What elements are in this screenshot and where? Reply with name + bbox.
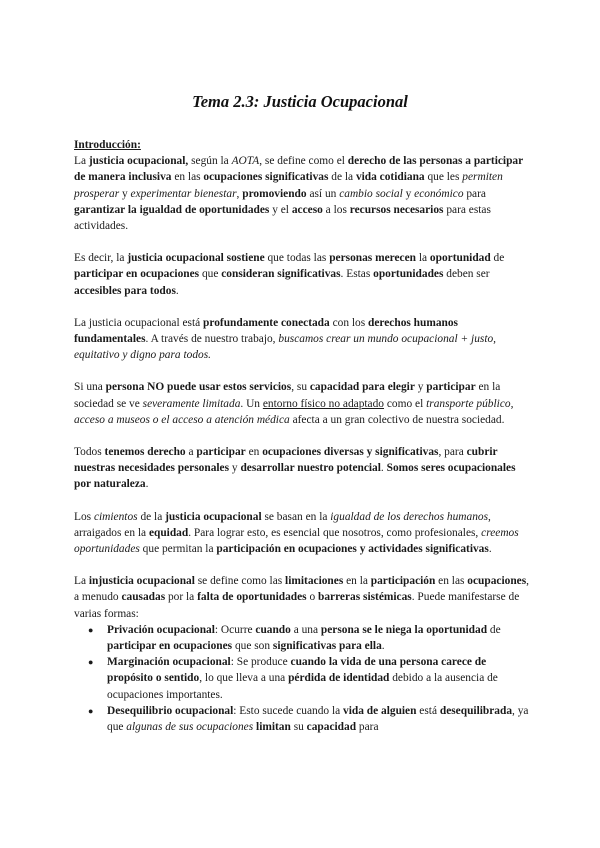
paragraph-derecho-participar: Todos tenemos derecho a participar en ocupaciones diversas y significativas, para cubrir nuestras necesidades personales y desarrollar nuestro potencial. Somos seres ocupacionales por naturaleza. [74,446,516,491]
paragraph-injusticia: La injusticia ocupacional se define como las limitaciones en la participación en las ocupaciones, a menudo causadas por la falta de oportunidades o barreras sistémicas. Puede manifestarse de varias formas: [74,575,529,620]
list-item-privacion: ● Privación ocupacional: Ocurre cuando a una persona se le niega la oportunidad de participar en ocupaciones que son significativas para ella. [88,623,501,653]
bullet-icon: ● [88,705,94,716]
paragraph-servicios: Si una persona NO puede usar estos servicios, su capacidad para elegir y participar en la sociedad se ve severamente limitada. Un entorno físico no adaptado como el transporte público, acceso a museos o el acceso a atención médica afecta a un gran colectivo de nuestra sociedad. [74,381,514,426]
paragraph-derechos-humanos: La justicia ocupacional está profundamente conectada con los derechos humanos fundamentales. A través de nuestro trabajo, buscamos crear un mundo ocupacional + justo, equitativo y digno para todos. [74,316,497,362]
paragraph-definition: La justicia ocupacional, según la AOTA, se define como el derecho de las personas a participar de manera inclusiva en las ocupaciones significativas de la vida cotidiana que les permiten prosperar y experimentar bienestar, promoviendo así un cambio social y económico para garantizar la igualdad de oportunidades y el acceso a los recursos necesarios para estas actividades. [74,155,523,233]
paragraph-es-decir: Es decir, la justicia ocupacional sostiene que todas las personas merecen la oportunidad de participar en ocupaciones que consideran significativas. Estas oportunidades deben ser accesibles para todos. [74,252,505,297]
section-heading-introduction: Introducción: [74,139,141,151]
document-body [74,137,534,735]
paragraph-cimientos: Los cimientos de la justicia ocupacional se basan en la igualdad de los derechos humanos, arraigados en la equidad. Para lograr esto, es esencial que nosotros, como profesionales, creemos oportunidades que permitan la participación en ocupaciones y actividades significativas. [74,510,519,556]
injusticia-forms-list [74,622,534,735]
list-item-desequilibrio: ● Desequilibrio ocupacional: Esto sucede cuando la vida de alguien está desequilibrada, ya que algunas de sus ocupaciones limitan su capacidad para [88,704,529,734]
list-item-marginacion: ● Marginación ocupacional: Se produce cuando la vida de una persona carece de propósito o sentido, lo que lleva a una pérdida de identidad debido a la ausencia de ocupaciones importantes. [88,656,498,701]
bullet-icon: ● [88,657,94,668]
page-title: Tema 2.3: Justicia Ocupacional [192,92,408,111]
bullet-icon: ● [88,624,94,635]
